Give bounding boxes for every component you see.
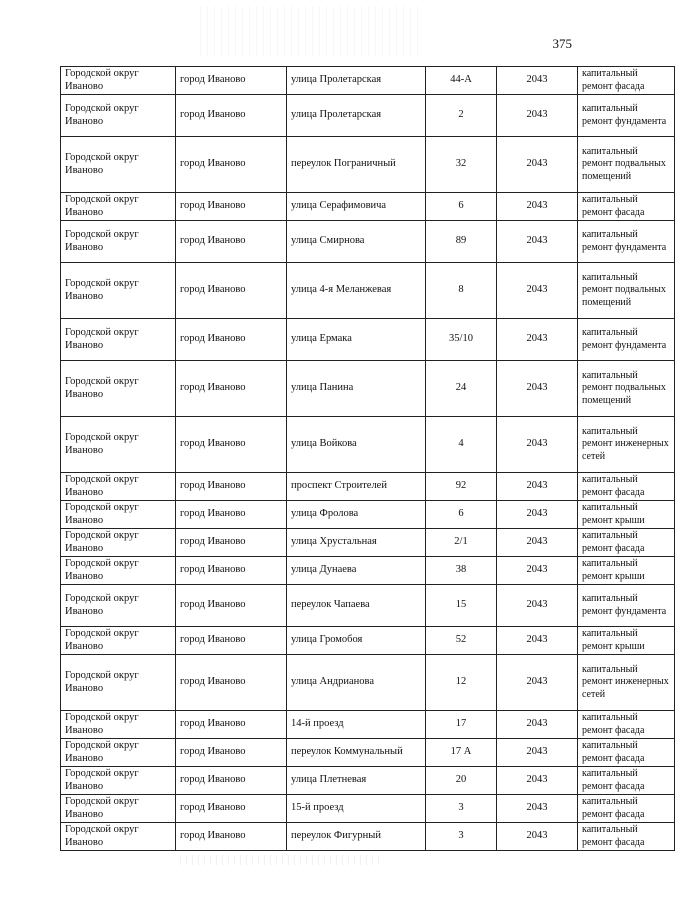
house-number-cell: 15 bbox=[426, 585, 497, 627]
street-cell: 15-й проезд bbox=[287, 795, 426, 823]
street-cell: проспект Строителей bbox=[287, 473, 426, 501]
year-cell: 2043 bbox=[497, 655, 578, 711]
house-number-cell: 2/1 bbox=[426, 529, 497, 557]
scan-noise bbox=[200, 6, 420, 56]
city-cell: город Иваново bbox=[176, 361, 287, 417]
work-type-cell: капитальный ремонт подвальных помещений bbox=[578, 361, 675, 417]
work-type-cell: капитальный ремонт фасада bbox=[578, 711, 675, 739]
house-number-cell: 17 bbox=[426, 711, 497, 739]
street-cell: улица Фролова bbox=[287, 501, 426, 529]
city-cell: город Иваново bbox=[176, 95, 287, 137]
street-cell: улица Панина bbox=[287, 361, 426, 417]
year-cell: 2043 bbox=[497, 585, 578, 627]
street-cell: улица Смирнова bbox=[287, 221, 426, 263]
city-cell: город Иваново bbox=[176, 739, 287, 767]
work-type-cell: капитальный ремонт крыши bbox=[578, 557, 675, 585]
work-type-cell: капитальный ремонт фасада bbox=[578, 823, 675, 851]
table-row bbox=[61, 823, 675, 851]
scan-noise-footer bbox=[180, 855, 380, 865]
year-cell: 2043 bbox=[497, 501, 578, 529]
work-type-cell: капитальный ремонт фасада bbox=[578, 795, 675, 823]
district-cell: Городской округ Иваново bbox=[61, 221, 176, 263]
house-number-cell: 8 bbox=[426, 263, 497, 319]
year-cell: 2043 bbox=[497, 67, 578, 95]
work-type-cell: капитальный ремонт крыши bbox=[578, 501, 675, 529]
city-cell: город Иваново bbox=[176, 529, 287, 557]
house-number-cell: 3 bbox=[426, 795, 497, 823]
street-cell: улица Пролетарская bbox=[287, 67, 426, 95]
house-number-cell: 4 bbox=[426, 417, 497, 473]
house-number-cell: 20 bbox=[426, 767, 497, 795]
street-cell: 14-й проезд bbox=[287, 711, 426, 739]
house-number-cell: 6 bbox=[426, 501, 497, 529]
district-cell: Городской округ Иваново bbox=[61, 361, 176, 417]
house-number-cell: 6 bbox=[426, 193, 497, 221]
district-cell: Городской округ Иваново bbox=[61, 473, 176, 501]
table-row bbox=[61, 417, 675, 473]
table-row bbox=[61, 627, 675, 655]
city-cell: город Иваново bbox=[176, 655, 287, 711]
city-cell: город Иваново bbox=[176, 221, 287, 263]
street-cell: улица Ермака bbox=[287, 319, 426, 361]
year-cell: 2043 bbox=[497, 711, 578, 739]
street-cell: улица Дунаева bbox=[287, 557, 426, 585]
street-cell: улица Хрустальная bbox=[287, 529, 426, 557]
district-cell: Городской округ Иваново bbox=[61, 193, 176, 221]
city-cell: город Иваново bbox=[176, 137, 287, 193]
table-row bbox=[61, 193, 675, 221]
year-cell: 2043 bbox=[497, 221, 578, 263]
table-row bbox=[61, 137, 675, 193]
table-row bbox=[61, 585, 675, 627]
year-cell: 2043 bbox=[497, 137, 578, 193]
house-number-cell: 17 А bbox=[426, 739, 497, 767]
street-cell: переулок Чапаева bbox=[287, 585, 426, 627]
city-cell: город Иваново bbox=[176, 319, 287, 361]
city-cell: город Иваново bbox=[176, 501, 287, 529]
table-row bbox=[61, 221, 675, 263]
year-cell: 2043 bbox=[497, 557, 578, 585]
table-row bbox=[61, 529, 675, 557]
house-number-cell: 24 bbox=[426, 361, 497, 417]
house-number-cell: 89 bbox=[426, 221, 497, 263]
street-cell: улица Плетневая bbox=[287, 767, 426, 795]
district-cell: Городской округ Иваново bbox=[61, 67, 176, 95]
table-row bbox=[61, 557, 675, 585]
city-cell: город Иваново bbox=[176, 823, 287, 851]
year-cell: 2043 bbox=[497, 417, 578, 473]
table-row bbox=[61, 711, 675, 739]
table-row bbox=[61, 263, 675, 319]
street-cell: улица Войкова bbox=[287, 417, 426, 473]
work-type-cell: капитальный ремонт инженерных сетей bbox=[578, 655, 675, 711]
street-cell: улица Громобоя bbox=[287, 627, 426, 655]
work-type-cell: капитальный ремонт подвальных помещений bbox=[578, 263, 675, 319]
table-row bbox=[61, 361, 675, 417]
district-cell: Городской округ Иваново bbox=[61, 823, 176, 851]
repair-schedule-table bbox=[60, 66, 675, 851]
city-cell: город Иваново bbox=[176, 67, 287, 95]
work-type-cell: капитальный ремонт крыши bbox=[578, 627, 675, 655]
table-row bbox=[61, 67, 675, 95]
year-cell: 2043 bbox=[497, 263, 578, 319]
district-cell: Городской округ Иваново bbox=[61, 795, 176, 823]
work-type-cell: капитальный ремонт фасада bbox=[578, 67, 675, 95]
year-cell: 2043 bbox=[497, 473, 578, 501]
district-cell: Городской округ Иваново bbox=[61, 529, 176, 557]
year-cell: 2043 bbox=[497, 361, 578, 417]
year-cell: 2043 bbox=[497, 193, 578, 221]
work-type-cell: капитальный ремонт фундамента bbox=[578, 585, 675, 627]
district-cell: Городской округ Иваново bbox=[61, 501, 176, 529]
table-body bbox=[61, 67, 675, 851]
table-row bbox=[61, 795, 675, 823]
year-cell: 2043 bbox=[497, 767, 578, 795]
city-cell: город Иваново bbox=[176, 263, 287, 319]
city-cell: город Иваново bbox=[176, 795, 287, 823]
table-row bbox=[61, 473, 675, 501]
district-cell: Городской округ Иваново bbox=[61, 137, 176, 193]
street-cell: переулок Коммунальный bbox=[287, 739, 426, 767]
street-cell: переулок Фигурный bbox=[287, 823, 426, 851]
table-row bbox=[61, 739, 675, 767]
street-cell: улица Серафимовича bbox=[287, 193, 426, 221]
house-number-cell: 2 bbox=[426, 95, 497, 137]
house-number-cell: 38 bbox=[426, 557, 497, 585]
house-number-cell: 32 bbox=[426, 137, 497, 193]
year-cell: 2043 bbox=[497, 95, 578, 137]
table-row bbox=[61, 767, 675, 795]
work-type-cell: капитальный ремонт фундамента bbox=[578, 95, 675, 137]
year-cell: 2043 bbox=[497, 823, 578, 851]
work-type-cell: капитальный ремонт фасада bbox=[578, 767, 675, 795]
year-cell: 2043 bbox=[497, 795, 578, 823]
work-type-cell: капитальный ремонт фасада bbox=[578, 193, 675, 221]
street-cell: улица 4-я Меланжевая bbox=[287, 263, 426, 319]
house-number-cell: 44-А bbox=[426, 67, 497, 95]
house-number-cell: 35/10 bbox=[426, 319, 497, 361]
work-type-cell: капитальный ремонт фасада bbox=[578, 739, 675, 767]
district-cell: Городской округ Иваново bbox=[61, 557, 176, 585]
district-cell: Городской округ Иваново bbox=[61, 767, 176, 795]
district-cell: Городской округ Иваново bbox=[61, 627, 176, 655]
district-cell: Городской округ Иваново bbox=[61, 711, 176, 739]
work-type-cell: капитальный ремонт инженерных сетей bbox=[578, 417, 675, 473]
street-cell: улица Пролетарская bbox=[287, 95, 426, 137]
city-cell: город Иваново bbox=[176, 473, 287, 501]
city-cell: город Иваново bbox=[176, 767, 287, 795]
street-cell: переулок Пограничный bbox=[287, 137, 426, 193]
house-number-cell: 3 bbox=[426, 823, 497, 851]
year-cell: 2043 bbox=[497, 627, 578, 655]
page-number: 375 bbox=[552, 36, 572, 51]
house-number-cell: 92 bbox=[426, 473, 497, 501]
house-number-cell: 52 bbox=[426, 627, 497, 655]
city-cell: город Иваново bbox=[176, 193, 287, 221]
city-cell: город Иваново bbox=[176, 585, 287, 627]
table-row bbox=[61, 319, 675, 361]
city-cell: город Иваново bbox=[176, 557, 287, 585]
district-cell: Городской округ Иваново bbox=[61, 417, 176, 473]
work-type-cell: капитальный ремонт фасада bbox=[578, 473, 675, 501]
table-row bbox=[61, 95, 675, 137]
work-type-cell: капитальный ремонт фундамента bbox=[578, 319, 675, 361]
table-row bbox=[61, 501, 675, 529]
district-cell: Городской округ Иваново bbox=[61, 655, 176, 711]
work-type-cell: капитальный ремонт фасада bbox=[578, 529, 675, 557]
table-row bbox=[61, 655, 675, 711]
year-cell: 2043 bbox=[497, 739, 578, 767]
district-cell: Городской округ Иваново bbox=[61, 95, 176, 137]
district-cell: Городской округ Иваново bbox=[61, 263, 176, 319]
year-cell: 2043 bbox=[497, 319, 578, 361]
street-cell: улица Андрианова bbox=[287, 655, 426, 711]
district-cell: Городской округ Иваново bbox=[61, 585, 176, 627]
district-cell: Городской округ Иваново bbox=[61, 319, 176, 361]
house-number-cell: 12 bbox=[426, 655, 497, 711]
city-cell: город Иваново bbox=[176, 711, 287, 739]
city-cell: город Иваново bbox=[176, 627, 287, 655]
work-type-cell: капитальный ремонт фундамента bbox=[578, 221, 675, 263]
year-cell: 2043 bbox=[497, 529, 578, 557]
city-cell: город Иваново bbox=[176, 417, 287, 473]
district-cell: Городской округ Иваново bbox=[61, 739, 176, 767]
work-type-cell: капитальный ремонт подвальных помещений bbox=[578, 137, 675, 193]
